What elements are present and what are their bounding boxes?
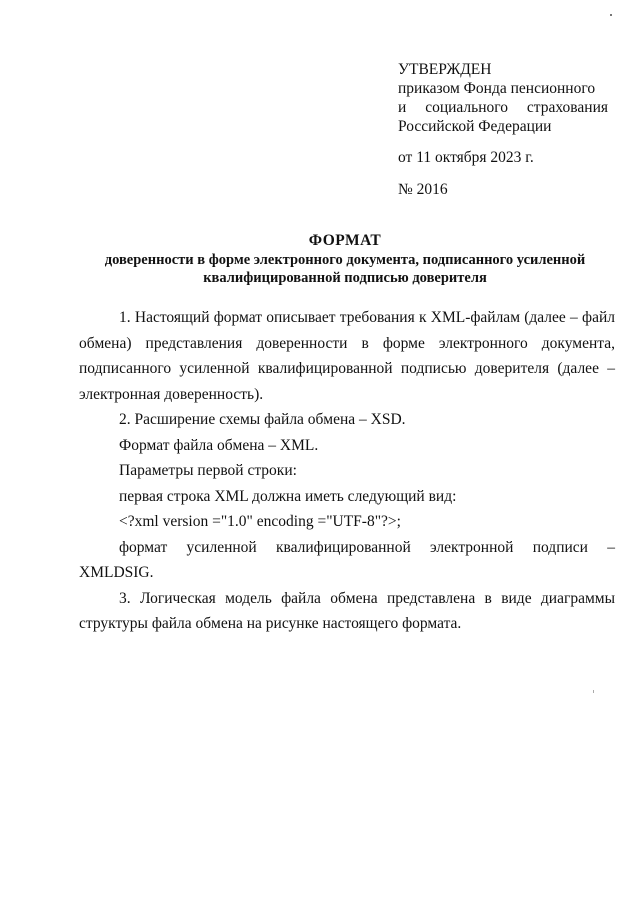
approval-number: № 2016 xyxy=(398,181,448,198)
document-subtitle-line-2: квалифицированной подписью доверителя xyxy=(203,270,487,286)
document-body xyxy=(79,305,615,637)
approval-line-3: Российской Федерации xyxy=(398,118,552,135)
approval-stamp-block xyxy=(398,60,608,199)
paragraph-1: 1. Настоящий формат описывает требования к XML-файлам (далее – файл обмена) представления доверенности в форме электронного документа, подписанного усиленной квалифицированной подписью доверителя (далее – электронная доверенность). xyxy=(79,309,615,403)
approval-heading: УТВЕРЖДЕН xyxy=(398,61,492,78)
scan-artifact xyxy=(610,14,612,16)
approval-line-1: приказом Фонда пенсионного xyxy=(398,80,596,97)
paragraph-5: первая строка XML должна иметь следующий вид: xyxy=(119,487,457,505)
paragraph-7: формат усиленной квалифицированной электронной подписи – XMLDSIG. xyxy=(79,538,615,581)
document-subtitle xyxy=(60,251,630,287)
paragraph-3: Формат файла обмена – XML. xyxy=(119,436,319,454)
approval-line-2: и социального страхования xyxy=(398,99,608,116)
paragraph-2: 2. Расширение схемы файла обмена – XSD. xyxy=(119,411,406,428)
paragraph-4: Параметры первой строки: xyxy=(119,462,297,479)
scan-artifact xyxy=(593,690,594,693)
approval-date: от 11 октября 2023 г. xyxy=(398,149,534,166)
paragraph-8: 3. Логическая модель файла обмена представлена в виде диаграммы структуры файла обмена на рисунке настоящего формата. xyxy=(79,589,615,632)
document-title: ФОРМАТ xyxy=(308,232,382,249)
paragraph-6-xml-declaration: <?xml version ="1.0" encoding ="UTF-8"?>; xyxy=(119,513,401,530)
document-subtitle-line-1: доверенности в форме электронного документа, подписанного усиленной xyxy=(104,252,586,268)
